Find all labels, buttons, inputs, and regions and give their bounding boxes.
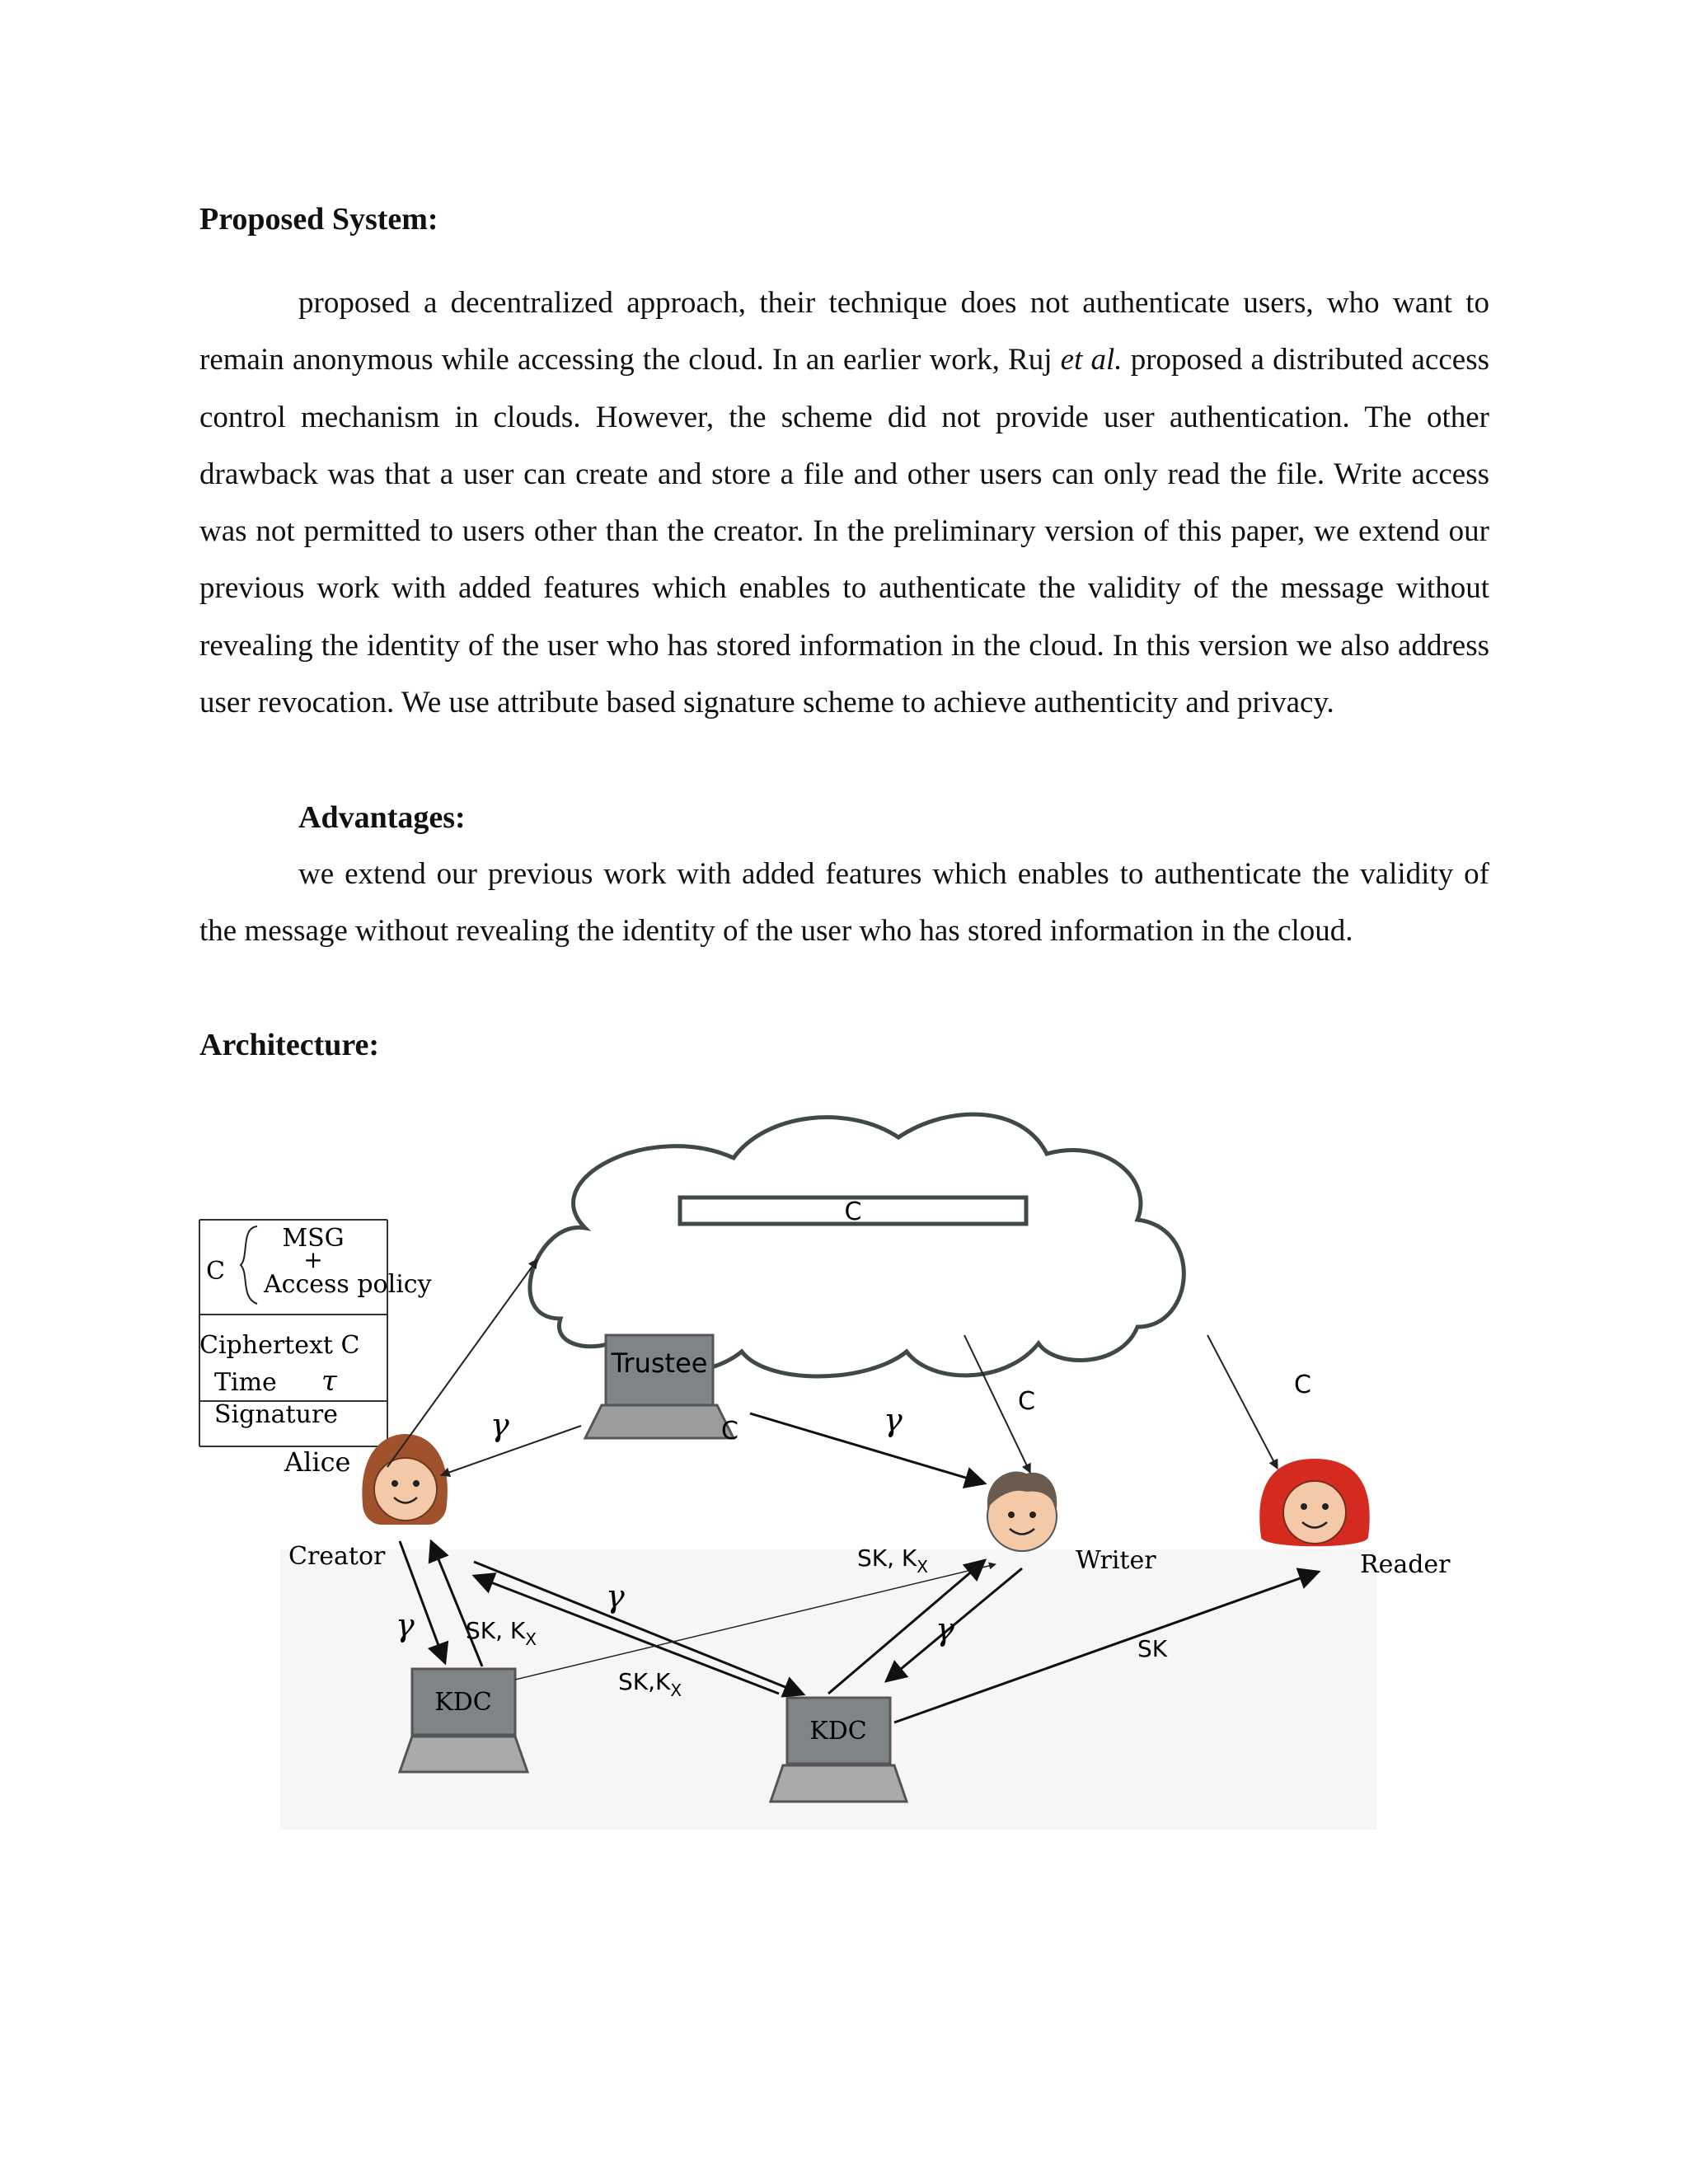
paragraph-text-1: proposed a decentralized approach, their technique does not authenticate users, who want to remain anonymous while accessing the cloud. In an earlier work, Ruj — [199, 286, 1489, 377]
paragraph-text-2: proposed a distributed access control mechanism in clouds. However, the scheme did not provide user authentication. The other drawback was that a user can create and store a file and other users can only read the file. Write access was not permitted to users other than the creator. In the preliminary version of this paper, we extend our previous work with added features which enables to authenticate the validity of the message without revealing the identity of the user who has stored information in the cloud. In this version we also address user revocation. We use attribute based signature scheme to achieve authenticity and privacy. — [199, 343, 1489, 720]
architecture-diagram — [190, 1088, 1475, 1830]
sk-kx-label-writer: SK, $K_X$ — [857, 1544, 928, 1577]
box-signature-label: Signature — [214, 1400, 339, 1429]
paragraph-italic: et al. — [1060, 343, 1123, 377]
trustee-computer — [585, 1335, 734, 1438]
ciphertext-structure-box — [199, 1220, 432, 1446]
reader-avatar — [1259, 1459, 1369, 1546]
alice-label: Alice — [284, 1446, 351, 1478]
sk-kx-label-middle: $SK,K_X$ — [618, 1668, 682, 1700]
box-c-label: C — [206, 1257, 225, 1286]
kdc-left-computer — [400, 1669, 528, 1772]
kdc-right-label: KDC — [809, 1717, 867, 1746]
gamma-label-2: γ — [884, 1402, 903, 1438]
architecture-heading: Architecture: — [199, 1028, 380, 1062]
box-time-label: Time — [214, 1368, 277, 1397]
cloud-box-label: C — [844, 1197, 862, 1226]
advantages-paragraph: we extend our previous work with added features which enables to authenticate the validity of the message without revealing the identity of the user who has stored information in the cloud. — [199, 857, 1489, 949]
trustee-label: Trustee — [611, 1347, 708, 1379]
box-tau-label: τ — [321, 1365, 337, 1398]
creator-label: Creator — [288, 1542, 386, 1571]
box-msg-label: MSG — [282, 1224, 345, 1253]
reader-label: Reader — [1360, 1550, 1451, 1579]
c-label-writer-arrow: C — [1018, 1387, 1035, 1416]
kdc-right-computer — [771, 1698, 907, 1802]
alice-avatar — [362, 1434, 448, 1525]
kdc-left-label: KDC — [434, 1688, 492, 1717]
c-label-trustee: C — [721, 1417, 738, 1446]
advantages-heading: Advantages: — [298, 800, 466, 835]
proposed-system-paragraph — [199, 274, 1489, 731]
c-label-reader-arrow: C — [1294, 1371, 1311, 1399]
sk-label-reader: SK — [1137, 1635, 1168, 1662]
gamma-label-1: γ — [490, 1407, 509, 1443]
gamma-label-5: γ — [935, 1611, 954, 1647]
writer-label: Writer — [1076, 1546, 1156, 1575]
gamma-label-3: γ — [396, 1607, 415, 1643]
writer-avatar — [987, 1471, 1057, 1551]
sk-kx-label-left: SK, $K_X$ — [466, 1617, 537, 1649]
box-plus-label: + — [303, 1246, 323, 1273]
gamma-label-4: γ — [606, 1578, 625, 1615]
box-access-policy-label: Access policy — [264, 1270, 432, 1299]
proposed-system-heading: Proposed System: — [199, 202, 438, 237]
box-ciphertext-label: Ciphertext C — [199, 1331, 360, 1360]
